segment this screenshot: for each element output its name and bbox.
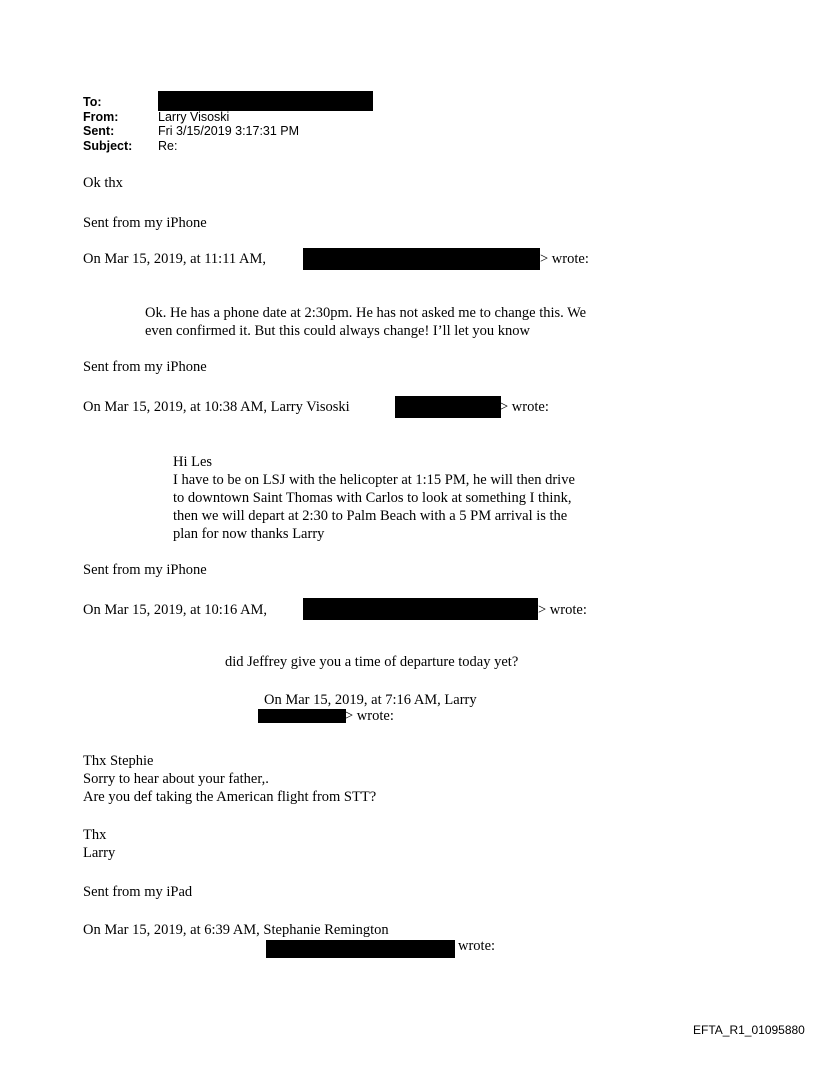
reply-text: Ok thx — [83, 175, 123, 191]
quote-header: On Mar 15, 2019, at 7:16 AM, Larry — [264, 692, 477, 708]
redaction — [395, 396, 501, 418]
sent-label: Sent: — [83, 124, 115, 138]
document-id: EFTA_R1_01095880 — [693, 1023, 805, 1037]
quote-line: Thx Stephie — [83, 753, 154, 769]
quote-line: to downtown Saint Thomas with Carlos to look at something I think, — [173, 490, 572, 506]
redaction — [266, 940, 455, 958]
quote-line: Hi Les — [173, 454, 213, 470]
quote-line: Thx — [83, 827, 107, 843]
signature: Sent from my iPhone — [83, 562, 207, 578]
from-value: Larry Visoski — [158, 110, 230, 124]
quote-header: On Mar 15, 2019, at 11:11 AM, — [83, 251, 266, 267]
quote-header: On Mar 15, 2019, at 10:38 AM, Larry Visoski — [83, 399, 350, 415]
to-label: To: — [83, 95, 102, 109]
wrote-text: > wrote: — [540, 251, 589, 267]
subject-value: Re: — [158, 139, 178, 153]
redaction — [258, 709, 346, 723]
quote-line: Are you def taking the American flight from STT? — [83, 789, 377, 805]
quote-line: then we will depart at 2:30 to Palm Beach with a 5 PM arrival is the — [173, 508, 568, 524]
signature: Sent from my iPhone — [83, 215, 207, 231]
sent-value: Fri 3/15/2019 3:17:31 PM — [158, 124, 300, 138]
redaction — [303, 248, 540, 270]
quote-line: Ok. He has a phone date at 2:30pm. He has not asked me to change this. We — [145, 305, 587, 321]
quote-line: Larry — [83, 845, 116, 861]
redaction — [158, 91, 373, 111]
subject-label: Subject: — [83, 139, 133, 153]
signature: Sent from my iPad — [83, 884, 193, 900]
quote-line: plan for now thanks Larry — [173, 526, 325, 542]
quote-line: did Jeffrey give you a time of departure today yet? — [225, 654, 519, 670]
wrote-text: > wrote: — [500, 399, 549, 415]
from-label: From: — [83, 110, 119, 124]
wrote-text: > wrote: — [538, 602, 587, 618]
quote-header: On Mar 15, 2019, at 6:39 AM, Stephanie Remington — [83, 922, 389, 938]
quote-line: I have to be on LSJ with the helicopter at 1:15 PM, he will then drive — [173, 472, 575, 488]
redaction — [303, 598, 538, 620]
signature: Sent from my iPhone — [83, 359, 207, 375]
wrote-text: > wrote: — [345, 708, 394, 724]
wrote-text: wrote: — [458, 938, 496, 954]
quote-line: Sorry to hear about your father,. — [83, 771, 269, 787]
quote-line: even confirmed it. But this could always change! I’ll let you know — [145, 323, 530, 339]
quote-header: On Mar 15, 2019, at 10:16 AM, — [83, 602, 268, 618]
